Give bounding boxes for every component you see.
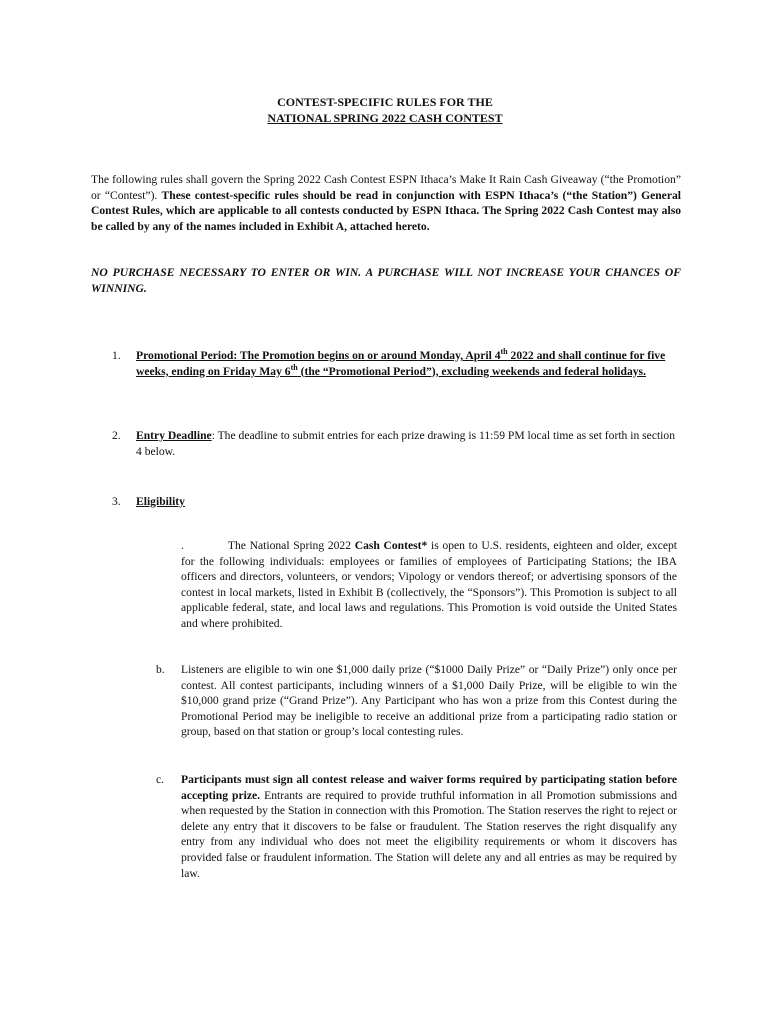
no-purchase-notice: NO PURCHASE NECESSARY TO ENTER OR WIN. A PURCHASE WILL NOT INCREASE YOUR CHANCES OF WINNING. (91, 266, 681, 295)
item-text: Entrants are required to provide truthful information in all Promotion submissions and when requested by the Station in connection with this Promotion. The Station reserves the right to reject or delete any entry that it discovers to be false or fraudulent. The Station reserves the right disqualify any entry from any individual who does not meet the eligibility requirements or whom it discovers has provided false or fraudulent information. The Station will delete any and all entries as may be required by law. (181, 788, 677, 880)
document-title: CONTEST-SPECIFIC RULES FOR THE (277, 95, 493, 109)
section-number: 2. (112, 429, 121, 442)
superscript: th (500, 347, 508, 357)
section-text: : The deadline to submit entries for each prize drawing is 11:59 PM local time as set forth in section 4 below. (136, 429, 676, 458)
list-marker: c. (156, 773, 165, 786)
section-text: (the “Promotional Period”), excluding weekends and federal holidays. (297, 364, 646, 378)
eligibility-item-c (181, 772, 677, 881)
section-heading: Eligibility (136, 495, 185, 508)
intro-paragraph (91, 172, 681, 234)
document-subtitle: NATIONAL SPRING 2022 CASH CONTEST (267, 111, 503, 125)
section-number: 1. (112, 349, 121, 362)
section-heading: Entry Deadline (136, 429, 212, 442)
section-text: 2022 and shall continue for five weeks, ending on Friday May 6 (136, 349, 666, 378)
section-text: Promotional Period: The Promotion begins on or around Monday, April 4 (136, 349, 501, 362)
item-text: is open to U.S. residents, eighteen and older, except for the following individuals: employees or families of employees of Participating Stations; the IBA officers and directors, volunteers, or vendors; Vipology or vendors thereof; or advertising sponsors of the contest in local markets, listed in Exhibit B (collectively, the “Sponsors”). This Promotion is subject to all applicable federal, state, and local laws and regulations. This Promotion is void outside the United States and where prohibited. (181, 539, 677, 630)
section-entry-deadline (136, 428, 680, 459)
eligibility-item-b: Listeners are eligible to win one $1,000 daily prize (“$1000 Daily Prize” or “Daily Prize”) only once per contest. All contest participants, including winners of a $1,000 Daily Prize, will be eligible to win the $10,000 grand prize (“Grand Prize”). Any Participant who has won a prize from this Contest during the Promotional Period may be ineligible to receive an additional prize from a participating radio station or group, based on that station or group’s local contesting rules. (181, 663, 677, 739)
section-promotional-period (136, 348, 680, 379)
item-bold-text: Participants must sign all contest release and waiver forms required by participating station before accepting prize. (181, 773, 677, 802)
superscript: th (290, 362, 298, 372)
intro-plain-text: The following rules shall govern the Spring 2022 Cash Contest ESPN Ithaca’s Make It Rain Cash Giveaway (“the Promotion” or “Contest”). (91, 173, 681, 202)
item-bold-text: Cash Contest* (354, 539, 428, 552)
intro-bold-text: These contest-specific rules should be read in conjunction with ESPN Ithaca’s (“the Station”) General Contest Rules, which are applicable to all contests conducted by ESPN Ithaca. The Spring 2022 Cash Contest may also be called by any of the names included in Exhibit A, attached hereto. (91, 188, 681, 233)
item-text: The National Spring 2022 (227, 539, 355, 552)
list-marker: . (181, 539, 184, 552)
section-number: 3. (112, 495, 121, 508)
list-marker: b. (156, 663, 165, 676)
eligibility-item-a (181, 538, 677, 632)
